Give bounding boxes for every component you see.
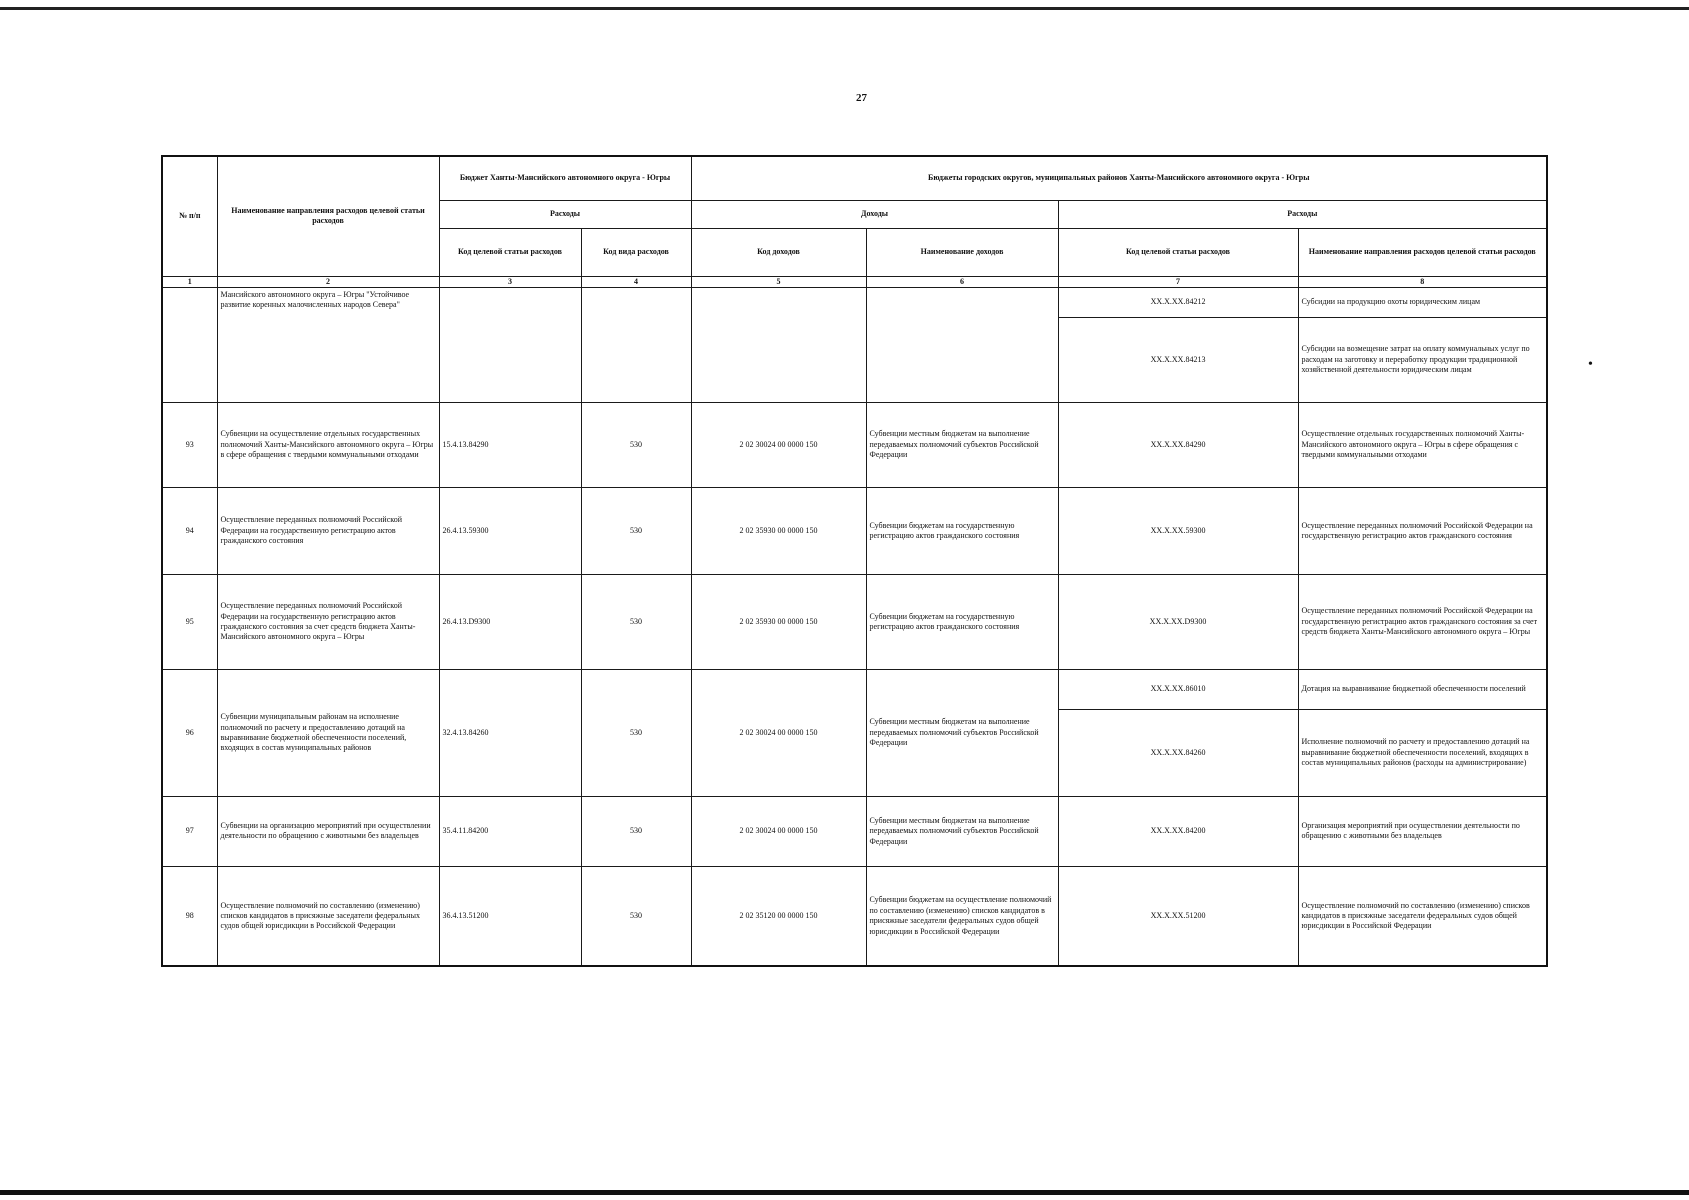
- column-number: 3: [439, 276, 581, 287]
- header-income: Доходы: [691, 200, 1058, 228]
- row-expense-type: 530: [581, 796, 691, 866]
- table-row: [162, 866, 1547, 966]
- header-municipal-budgets: Бюджеты городских округов, муниципальных районов Ханты-Мансийского автономного округа - Югры: [691, 156, 1547, 200]
- row-target-code: 36.4.13.51200: [439, 866, 581, 966]
- column-number: 7: [1058, 276, 1298, 287]
- row-income-code: 2 02 30024 00 0000 150: [691, 402, 866, 487]
- row-num: [162, 287, 217, 402]
- column-number-row: [162, 276, 1547, 287]
- row-direction-name: Мансийского автономного округа – Югры "Устойчивое развитие коренных малочисленных народов Севера": [217, 287, 439, 402]
- row-income-code: 2 02 35930 00 0000 150: [691, 574, 866, 669]
- row-target-code-right: XX.X.XX.86010: [1058, 669, 1298, 709]
- row-income-name: Субвенции бюджетам на государственную регистрацию актов гражданского состояния: [866, 574, 1058, 669]
- row-num: 96: [162, 669, 217, 796]
- row-direction-name-right: Субсидии на возмещение затрат на оплату коммунальных услуг по расходам на заготовку и переработку продукции традиционной хозяйственной деятельности юридическим лицам: [1298, 317, 1547, 402]
- row-target-code: 35.4.11.84200: [439, 796, 581, 866]
- row-num: 93: [162, 402, 217, 487]
- row-target-code-right: XX.X.XX.51200: [1058, 866, 1298, 966]
- row-target-code-right: XX.X.XX.84212: [1058, 287, 1298, 317]
- row-direction-name-right: Дотация на выравнивание бюджетной обеспеченности поселений: [1298, 669, 1547, 709]
- row-direction-name: Осуществление переданных полномочий Российской Федерации на государственную регистрацию актов гражданского состояния за счет средств бюджета Ханты-Мансийского автономного округа – Югры: [217, 574, 439, 669]
- table-row: [162, 402, 1547, 487]
- row-direction-name: Осуществление переданных полномочий Российской Федерации на государственную регистрацию актов гражданского состояния: [217, 487, 439, 574]
- row-income-name: Субвенции местным бюджетам на выполнение передаваемых полномочий субъектов Российской Федерации: [866, 669, 1058, 796]
- row-direction-name-right: Осуществление переданных полномочий Российской Федерации на государственную регистрацию актов гражданского состояния: [1298, 487, 1547, 574]
- row-direction-name-right: Исполнение полномочий по расчету и предоставлению дотаций на выравнивание бюджетной обеспеченности поселений, входящих в состав муниципальных районов (расходы на администрирование): [1298, 709, 1547, 796]
- row-direction-name: Субвенции на организацию мероприятий при осуществлении деятельности по обращению с животными без владельцев: [217, 796, 439, 866]
- column-number: 5: [691, 276, 866, 287]
- row-num: 95: [162, 574, 217, 669]
- row-num: 97: [162, 796, 217, 866]
- header-expense-type-code: Код вида расходов: [581, 228, 691, 276]
- row-target-code: [439, 287, 581, 402]
- row-income-name: Субвенции местным бюджетам на выполнение передаваемых полномочий субъектов Российской Федерации: [866, 796, 1058, 866]
- row-target-code-right: XX.X.XX.D9300: [1058, 574, 1298, 669]
- row-income-name: Субвенции местным бюджетам на выполнение передаваемых полномочий субъектов Российской Федерации: [866, 402, 1058, 487]
- column-number: 4: [581, 276, 691, 287]
- page-number: 27: [856, 92, 867, 104]
- row-income-code: 2 02 30024 00 0000 150: [691, 796, 866, 866]
- row-expense-type: [581, 287, 691, 402]
- row-income-code: 2 02 35930 00 0000 150: [691, 487, 866, 574]
- row-direction-name: Осуществление полномочий по составлению (изменению) списков кандидатов в присяжные заседатели федеральных судов общей юрисдикции в Российской Федерации: [217, 866, 439, 966]
- header-target-code-right: Код целевой статьи расходов: [1058, 228, 1298, 276]
- row-direction-name-right: Субсидии на продукцию охоты юридическим лицам: [1298, 287, 1547, 317]
- table-row: [162, 487, 1547, 574]
- table-header: [162, 156, 1547, 287]
- column-number: 8: [1298, 276, 1547, 287]
- row-target-code: 32.4.13.84260: [439, 669, 581, 796]
- row-expense-type: 530: [581, 487, 691, 574]
- column-number: 1: [162, 276, 217, 287]
- header-expenses: Расходы: [439, 200, 691, 228]
- scan-top-edge: [0, 7, 1689, 10]
- header-direction-name-right: Наименование направления расходов целевой статьи расходов: [1298, 228, 1547, 276]
- row-direction-name-right: Организация мероприятий при осуществлении деятельности по обращению с животными без владельцев: [1298, 796, 1547, 866]
- row-num: 94: [162, 487, 217, 574]
- header-expenses-right: Расходы: [1058, 200, 1547, 228]
- row-income-code: 2 02 30024 00 0000 150: [691, 669, 866, 796]
- scan-speck: •: [1588, 357, 1593, 372]
- header-income-name: Наименование доходов: [866, 228, 1058, 276]
- budget-table: [161, 155, 1548, 967]
- column-number: 6: [866, 276, 1058, 287]
- column-number: 2: [217, 276, 439, 287]
- row-expense-type: 530: [581, 402, 691, 487]
- row-expense-type: 530: [581, 669, 691, 796]
- header-income-code: Код доходов: [691, 228, 866, 276]
- scan-bottom-edge: [0, 1190, 1689, 1195]
- row-direction-name-right: Осуществление переданных полномочий Российской Федерации на государственную регистрацию актов гражданского состояния за счет средств бюджета Ханты-Мансийского автономного округа – Югры: [1298, 574, 1547, 669]
- row-target-code: 26.4.13.D9300: [439, 574, 581, 669]
- row-income-code: 2 02 35120 00 0000 150: [691, 866, 866, 966]
- table-row: [162, 669, 1547, 709]
- row-income-name: [866, 287, 1058, 402]
- row-target-code-right: XX.X.XX.84290: [1058, 402, 1298, 487]
- row-target-code: 15.4.13.84290: [439, 402, 581, 487]
- table-body: [162, 287, 1547, 966]
- header-target-code: Код целевой статьи расходов: [439, 228, 581, 276]
- row-target-code: 26.4.13.59300: [439, 487, 581, 574]
- row-direction-name-right: Осуществление полномочий по составлению (изменению) списков кандидатов в присяжные заседатели федеральных судов общей юрисдикции в Российской Федерации: [1298, 866, 1547, 966]
- row-direction-name-right: Осуществление отдельных государственных полномочий Ханты-Мансийского автономного округа – Югры в сфере обращения с твердыми коммунальными отходами: [1298, 402, 1547, 487]
- table-row: [162, 796, 1547, 866]
- table-row: [162, 287, 1547, 317]
- header-num: № п/п: [162, 156, 217, 276]
- row-target-code-right: XX.X.XX.84260: [1058, 709, 1298, 796]
- row-target-code-right: XX.X.XX.84213: [1058, 317, 1298, 402]
- row-expense-type: 530: [581, 574, 691, 669]
- header-direction-name: Наименование направления расходов целевой статьи расходов: [217, 156, 439, 276]
- row-num: 98: [162, 866, 217, 966]
- header-district-budget: Бюджет Ханты-Мансийского автономного округа - Югры: [439, 156, 691, 200]
- row-expense-type: 530: [581, 866, 691, 966]
- row-target-code-right: XX.X.XX.84200: [1058, 796, 1298, 866]
- row-income-name: Субвенции бюджетам на осуществление полномочий по составлению (изменению) списков кандидатов в присяжные заседатели федеральных судов общей юрисдикции в Российской Федерации: [866, 866, 1058, 966]
- row-income-code: [691, 287, 866, 402]
- row-income-name: Субвенции бюджетам на государственную регистрацию актов гражданского состояния: [866, 487, 1058, 574]
- row-direction-name: Субвенции на осуществление отдельных государственных полномочий Ханты-Мансийского автономного округа – Югры в сфере обращения с твердыми коммунальными отходами: [217, 402, 439, 487]
- row-target-code-right: XX.X.XX.59300: [1058, 487, 1298, 574]
- row-direction-name: Субвенции муниципальным районам на исполнение полномочий по расчету и предоставлению дотаций на выравнивание бюджетной обеспеченности поселений, входящих в состав муниципальных районов: [217, 669, 439, 796]
- table-row: [162, 574, 1547, 669]
